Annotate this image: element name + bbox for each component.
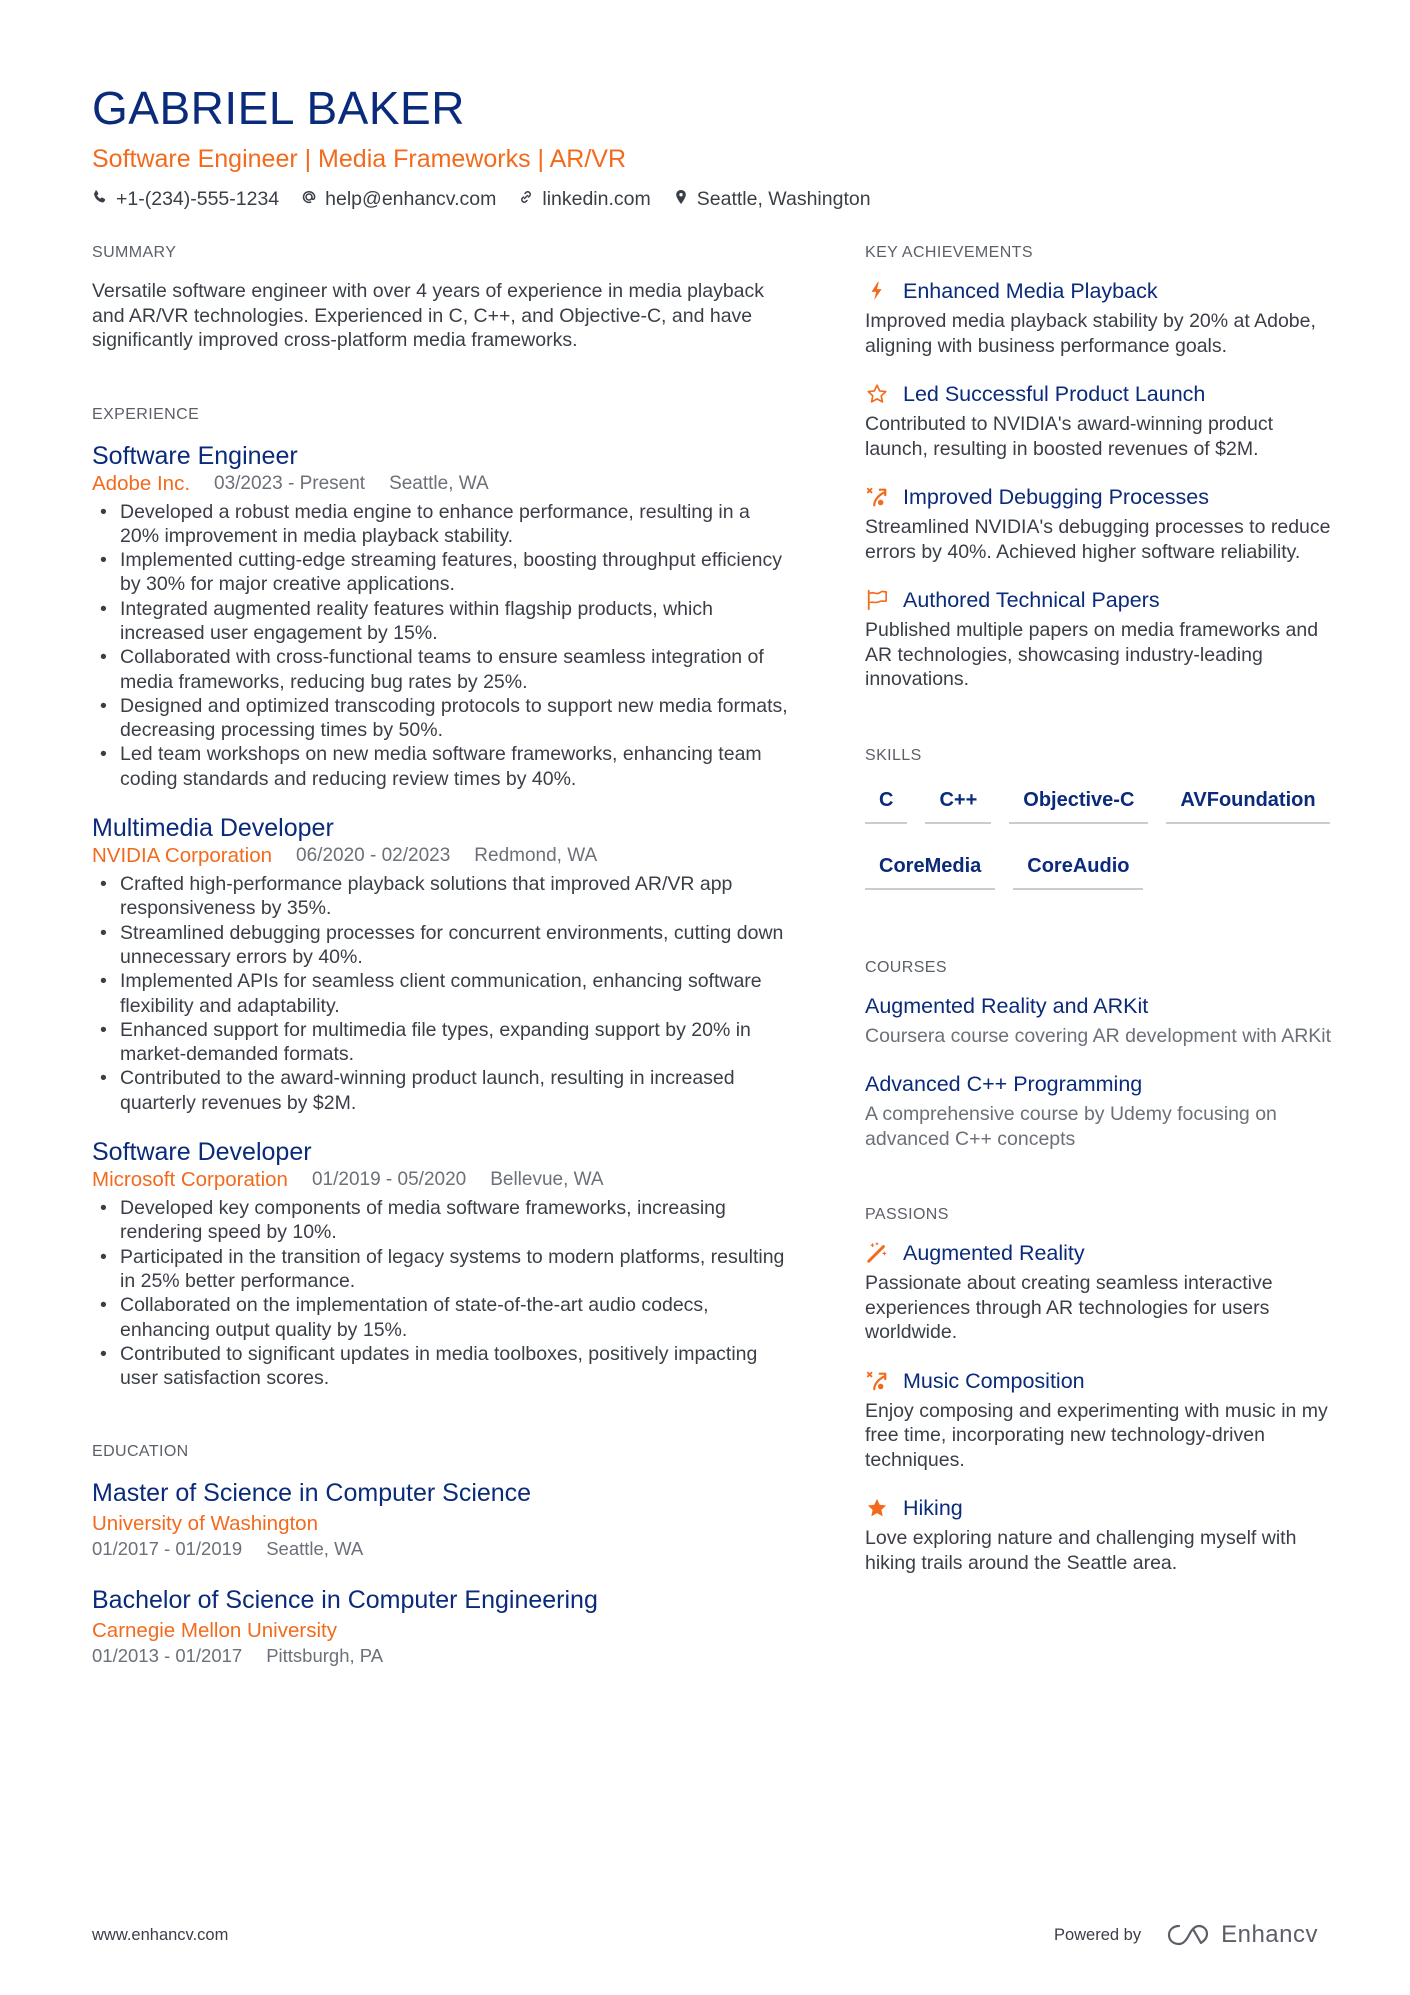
company-name: Microsoft Corporation xyxy=(92,1168,288,1192)
education-dates: 01/2013 - 01/2017 xyxy=(92,1645,243,1667)
contact-linkedin-text: linkedin.com xyxy=(542,188,651,210)
job-bullets xyxy=(92,500,792,792)
summary-section xyxy=(92,243,792,353)
achievement-desc: Streamlined NVIDIA's debugging processes to reduce errors by 40%. Achieved higher software reliability. xyxy=(865,516,1331,563)
skills-list xyxy=(865,788,1345,890)
education-entry xyxy=(92,1585,792,1668)
achievement-title: Authored Technical Papers xyxy=(903,588,1160,612)
achievement-item xyxy=(865,586,1335,692)
achievement-desc: Contributed to NVIDIA's award-winning product launch, resulting in boosted revenues of $2M. xyxy=(865,413,1274,460)
contact-phone-text: +1-(234)-555-1234 xyxy=(116,188,280,210)
lightning-bolt-icon xyxy=(865,279,889,303)
job-title: Software Engineer xyxy=(92,441,298,470)
page-footer xyxy=(92,1920,1318,1950)
route-icon xyxy=(865,485,889,509)
job-entry xyxy=(92,441,792,792)
course-item xyxy=(865,992,1335,1049)
education-heading: EDUCATION xyxy=(92,1443,189,1461)
achievement-title: Led Successful Product Launch xyxy=(903,382,1206,406)
courses-heading: COURSES xyxy=(865,958,947,976)
education-meta xyxy=(92,1644,792,1668)
summary-text: Versatile software engineer with over 4 years of experience in media playback and AR/VR technologies. Experienced in C, C++, and Objective-C, and have significantly improved cross-platform media frameworks. xyxy=(92,280,765,351)
contact-email-text: help@enhancv.com xyxy=(325,188,497,210)
enhancv-brand-text: Enhancv xyxy=(1221,1921,1318,1948)
candidate-name: GABRIEL BAKER xyxy=(92,82,465,134)
skill-tag: C xyxy=(865,788,907,824)
job-bullet: • Integrated augmented reality features within flagship products, which increased user engagement by 15%. xyxy=(92,597,792,646)
job-bullet: • Contributed to significant updates in media toolboxes, positively impacting user satisfaction scores. xyxy=(92,1342,792,1391)
education-location: Pittsburgh, PA xyxy=(266,1645,384,1667)
education-section xyxy=(92,1442,792,1668)
job-bullets xyxy=(92,1196,792,1390)
education-meta xyxy=(92,1537,792,1561)
school: University of Washington xyxy=(92,1512,318,1536)
powered-by xyxy=(1054,1921,1318,1949)
job-bullet: • Collaborated with cross-functional teams to ensure seamless integration of media frameworks, reducing bug rates by 25%. xyxy=(92,645,792,694)
job-meta xyxy=(92,472,792,496)
contact-location-text: Seattle, Washington xyxy=(696,188,871,210)
at-icon xyxy=(301,186,317,212)
passion-title: Music Composition xyxy=(903,1368,1085,1393)
right-column xyxy=(865,243,1335,1575)
skills-heading: SKILLS xyxy=(865,746,922,764)
course-desc: Coursera course covering AR development with ARKit xyxy=(865,1024,1332,1047)
job-bullet: • Crafted high-performance playback solutions that improved AR/VR app responsiveness by 35%. xyxy=(92,872,792,921)
contact-bar xyxy=(92,186,1322,212)
contact-linkedin[interactable] xyxy=(518,186,650,212)
powered-by-label: Powered by xyxy=(1053,1925,1142,1944)
passion-desc: Passionate about creating seamless interactive experiences through AR technologies for users worldwide. xyxy=(865,1272,1273,1343)
job-dates: 01/2019 - 05/2020 xyxy=(311,1169,467,1191)
courses-section xyxy=(865,958,1335,1152)
job-location: Redmond, WA xyxy=(474,845,598,867)
job-bullet: • Collaborated on the implementation of state-of-the-art audio codecs, enhancing output quality by 15%. xyxy=(92,1293,792,1342)
location-pin-icon xyxy=(673,186,689,212)
passions-heading: PASSIONS xyxy=(865,1206,949,1223)
job-bullet: • Contributed to the award-winning product launch, resulting in increased quarterly revenues by $2M. xyxy=(92,1066,792,1115)
achievement-item xyxy=(865,380,1335,461)
job-entry xyxy=(92,1137,792,1390)
course-title: Advanced C++ Programming xyxy=(865,1072,1143,1096)
job-meta xyxy=(92,1168,792,1192)
route-icon xyxy=(865,1369,889,1393)
degree: Bachelor of Science in Computer Engineering xyxy=(92,1586,598,1615)
job-bullet: • Streamlined debugging processes for concurrent environments, cutting down unnecessary errors by 40%. xyxy=(92,921,792,970)
enhancv-logo[interactable] xyxy=(1165,1921,1318,1949)
enhancv-logo-icon xyxy=(1165,1922,1213,1948)
achievement-item xyxy=(865,277,1335,358)
achievement-title: Enhanced Media Playback xyxy=(903,279,1158,303)
education-entry xyxy=(92,1478,792,1561)
experience-section xyxy=(92,405,792,1391)
job-entry xyxy=(92,813,792,1115)
skills-section xyxy=(865,746,1335,890)
passion-title: Augmented Reality xyxy=(903,1241,1085,1265)
job-bullet: • Led team workshops on new media software frameworks, enhancing team coding standards and reducing review times by 40%. xyxy=(92,742,792,791)
company-name: Adobe Inc. xyxy=(92,471,191,495)
course-title: Augmented Reality and ARKit xyxy=(865,993,1149,1018)
skill-tag: Objective-C xyxy=(1009,788,1148,824)
education-dates: 01/2017 - 01/2019 xyxy=(92,1538,243,1560)
job-dates: 06/2020 - 02/2023 xyxy=(296,845,451,867)
education-location: Seattle, WA xyxy=(266,1538,364,1560)
school: Carnegie Mellon University xyxy=(92,1619,337,1643)
contact-email[interactable] xyxy=(301,186,496,212)
job-title: Multimedia Developer xyxy=(92,814,334,843)
skill-tag: CoreMedia xyxy=(865,854,995,890)
job-bullet: • Participated in the transition of legacy systems to modern platforms, resulting in 25% better performance. xyxy=(92,1245,792,1294)
passion-title: Hiking xyxy=(903,1496,963,1520)
achievement-item xyxy=(865,483,1335,564)
skill-tag: AVFoundation xyxy=(1166,788,1329,824)
job-bullet: • Implemented APIs for seamless client communication, enhancing software flexibility and adaptability. xyxy=(92,969,792,1018)
phone-icon xyxy=(92,186,108,212)
job-location: Seattle, WA xyxy=(389,472,489,494)
contact-phone[interactable] xyxy=(92,186,279,212)
passion-desc: Enjoy composing and experimenting with music in my free time, incorporating new technology-driven techniques. xyxy=(865,1399,1328,1471)
job-title: Software Developer xyxy=(92,1138,312,1167)
achievement-title: Improved Debugging Processes xyxy=(903,485,1209,509)
job-bullet: • Developed a robust media engine to enhance performance, resulting in a 20% improvement in media playback stability. xyxy=(92,500,792,549)
passion-item xyxy=(865,1367,1335,1473)
job-bullet: • Designed and optimized transcoding protocols to support new media formats, decreasing processing times by 50%. xyxy=(92,694,792,743)
achievements-section xyxy=(865,243,1335,692)
magic-wand-icon xyxy=(865,1241,889,1265)
achievements-heading: KEY ACHIEVEMENTS xyxy=(865,244,1033,261)
headline: Software Engineer | Media Frameworks | AR/VR xyxy=(92,145,627,173)
course-desc: A comprehensive course by Udemy focusing on advanced C++ concepts xyxy=(865,1103,1277,1150)
degree: Master of Science in Computer Science xyxy=(92,1479,532,1508)
company-name: NVIDIA Corporation xyxy=(92,844,273,868)
passion-desc: Love exploring nature and challenging myself with hiking trails around the Seattle area. xyxy=(865,1527,1297,1574)
course-item xyxy=(865,1070,1335,1151)
footer-website-link[interactable]: www.enhancv.com xyxy=(92,1925,229,1944)
job-bullets xyxy=(92,872,792,1115)
star-outline-icon xyxy=(865,382,889,406)
passion-item xyxy=(865,1239,1335,1345)
resume-header xyxy=(92,82,1322,212)
left-column xyxy=(92,243,792,1668)
experience-heading: EXPERIENCE xyxy=(92,405,200,423)
contact-location xyxy=(673,186,871,212)
achievement-desc: Improved media playback stability by 20% at Adobe, aligning with business performance goals. xyxy=(865,310,1316,357)
achievement-desc: Published multiple papers on media frameworks and AR technologies, showcasing industry-leading innovations. xyxy=(865,619,1319,690)
job-dates: 03/2023 - Present xyxy=(214,472,366,494)
summary-heading: SUMMARY xyxy=(92,244,177,261)
job-bullet: • Enhanced support for multimedia file types, expanding support by 20% in market-demanded formats. xyxy=(92,1018,792,1067)
passion-item xyxy=(865,1494,1335,1575)
job-location: Bellevue, WA xyxy=(490,1169,604,1191)
job-bullet: • Developed key components of media software frameworks, increasing rendering speed by 10%. xyxy=(92,1196,792,1245)
flag-icon xyxy=(865,588,889,612)
job-bullet: • Implemented cutting-edge streaming features, boosting throughput efficiency by 30% for major creative applications. xyxy=(92,548,792,597)
link-icon xyxy=(518,186,534,212)
skill-tag: CoreAudio xyxy=(1013,854,1143,890)
star-filled-icon xyxy=(865,1496,889,1520)
job-meta xyxy=(92,844,792,868)
skill-tag: C++ xyxy=(925,788,991,824)
passions-section xyxy=(865,1205,1335,1575)
